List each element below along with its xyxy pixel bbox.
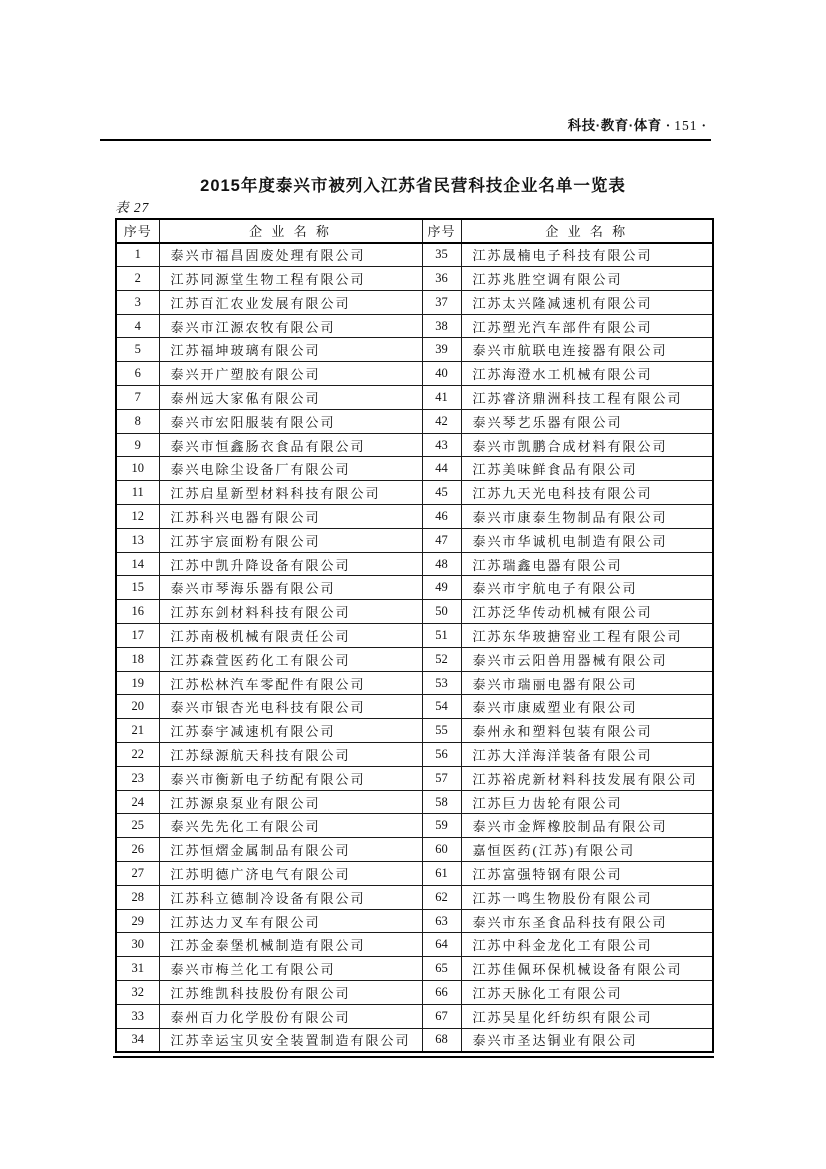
table-container bbox=[115, 218, 712, 1058]
row-index-right: 68 bbox=[422, 1028, 461, 1052]
row-index-left: 17 bbox=[116, 624, 159, 648]
row-index-left: 4 bbox=[116, 314, 159, 338]
page-title: 2015年度泰兴市被列入江苏省民营科技企业名单一览表 bbox=[200, 177, 626, 195]
row-index-left: 6 bbox=[116, 362, 159, 386]
company-name-right: 江苏富强特钢有限公司 bbox=[461, 862, 713, 886]
row-index-right: 38 bbox=[422, 314, 461, 338]
row-index-right: 35 bbox=[422, 243, 461, 267]
company-name-right: 江苏佳佩环保机械设备有限公司 bbox=[461, 957, 713, 981]
company-name-left: 泰州百力化学股份有限公司 bbox=[159, 1004, 422, 1028]
row-index-right: 47 bbox=[422, 528, 461, 552]
row-index-right: 55 bbox=[422, 719, 461, 743]
table-row bbox=[116, 362, 713, 386]
row-index-left: 30 bbox=[116, 933, 159, 957]
table-row bbox=[116, 766, 713, 790]
company-name-right: 嘉恒医药(江苏)有限公司 bbox=[461, 838, 713, 862]
company-name-left: 泰州远大家俬有限公司 bbox=[159, 386, 422, 410]
row-index-left: 32 bbox=[116, 981, 159, 1005]
row-index-left: 27 bbox=[116, 862, 159, 886]
table-row bbox=[116, 647, 713, 671]
company-name-left: 泰兴开广塑胶有限公司 bbox=[159, 362, 422, 386]
table-row bbox=[116, 528, 713, 552]
row-index-right: 46 bbox=[422, 505, 461, 529]
row-index-right: 52 bbox=[422, 647, 461, 671]
company-name-left: 泰兴电除尘设备厂有限公司 bbox=[159, 457, 422, 481]
company-name-right: 江苏天脉化工有限公司 bbox=[461, 981, 713, 1005]
table-header-row bbox=[116, 219, 713, 243]
company-name-right: 泰兴市圣达铜业有限公司 bbox=[461, 1028, 713, 1052]
row-index-right: 62 bbox=[422, 885, 461, 909]
row-index-left: 16 bbox=[116, 600, 159, 624]
row-index-left: 22 bbox=[116, 743, 159, 767]
row-index-left: 12 bbox=[116, 505, 159, 529]
company-name-left: 江苏幸运宝贝安全装置制造有限公司 bbox=[159, 1028, 422, 1052]
table-bottom-rule bbox=[113, 1056, 714, 1058]
row-index-right: 53 bbox=[422, 671, 461, 695]
table-row bbox=[116, 576, 713, 600]
row-index-right: 56 bbox=[422, 743, 461, 767]
row-index-right: 67 bbox=[422, 1004, 461, 1028]
company-name-left: 江苏维凯科技股份有限公司 bbox=[159, 981, 422, 1005]
row-index-left: 31 bbox=[116, 957, 159, 981]
table-row bbox=[116, 243, 713, 267]
table-row bbox=[116, 290, 713, 314]
company-table-body bbox=[116, 243, 713, 1052]
company-name-right: 江苏兆胜空调有限公司 bbox=[461, 267, 713, 291]
header-rule bbox=[100, 139, 711, 141]
table-row bbox=[116, 838, 713, 862]
company-name-right: 泰兴市瑞丽电器有限公司 bbox=[461, 671, 713, 695]
company-name-left: 泰兴市恒鑫肠衣食品有限公司 bbox=[159, 433, 422, 457]
company-name-left: 江苏松林汽车零配件有限公司 bbox=[159, 671, 422, 695]
company-name-left: 江苏东剑材料科技有限公司 bbox=[159, 600, 422, 624]
row-index-right: 40 bbox=[422, 362, 461, 386]
table-row bbox=[116, 814, 713, 838]
table-row bbox=[116, 409, 713, 433]
row-index-left: 10 bbox=[116, 457, 159, 481]
company-name-left: 江苏恒熠金属制品有限公司 bbox=[159, 838, 422, 862]
table-row bbox=[116, 790, 713, 814]
table-row bbox=[116, 481, 713, 505]
row-index-left: 18 bbox=[116, 647, 159, 671]
company-name-left: 泰兴市宏阳服装有限公司 bbox=[159, 409, 422, 433]
table-row bbox=[116, 457, 713, 481]
row-index-left: 9 bbox=[116, 433, 159, 457]
row-index-left: 1 bbox=[116, 243, 159, 267]
company-name-left: 江苏百汇农业发展有限公司 bbox=[159, 290, 422, 314]
company-name-right: 江苏裕虎新材料科技发展有限公司 bbox=[461, 766, 713, 790]
company-name-right: 江苏东华玻搪窑业工程有限公司 bbox=[461, 624, 713, 648]
company-name-right: 泰兴市康泰生物制品有限公司 bbox=[461, 505, 713, 529]
company-name-right: 江苏太兴隆减速机有限公司 bbox=[461, 290, 713, 314]
table-row bbox=[116, 433, 713, 457]
table-row bbox=[116, 933, 713, 957]
row-index-left: 8 bbox=[116, 409, 159, 433]
table-row bbox=[116, 743, 713, 767]
running-head-section: 科技·教育·体育 bbox=[567, 118, 662, 133]
company-column-header-left: 企 业 名 称 bbox=[159, 219, 422, 243]
company-name-right: 江苏瑞鑫电器有限公司 bbox=[461, 552, 713, 576]
company-name-right: 江苏九天光电科技有限公司 bbox=[461, 481, 713, 505]
row-index-left: 11 bbox=[116, 481, 159, 505]
company-name-left: 江苏源泉泵业有限公司 bbox=[159, 790, 422, 814]
row-index-right: 43 bbox=[422, 433, 461, 457]
row-index-left: 24 bbox=[116, 790, 159, 814]
row-index-left: 33 bbox=[116, 1004, 159, 1028]
company-name-right: 泰兴市康威塑业有限公司 bbox=[461, 695, 713, 719]
company-name-right: 江苏吴星化纤纺织有限公司 bbox=[461, 1004, 713, 1028]
row-index-right: 66 bbox=[422, 981, 461, 1005]
page-number: 151 bbox=[674, 118, 698, 133]
company-name-left: 江苏福坤玻璃有限公司 bbox=[159, 338, 422, 362]
row-index-left: 2 bbox=[116, 267, 159, 291]
row-index-left: 25 bbox=[116, 814, 159, 838]
table-row bbox=[116, 862, 713, 886]
company-name-right: 江苏巨力齿轮有限公司 bbox=[461, 790, 713, 814]
row-index-left: 28 bbox=[116, 885, 159, 909]
company-name-left: 泰兴先先化工有限公司 bbox=[159, 814, 422, 838]
running-head-dot-left: · bbox=[665, 118, 671, 133]
row-index-left: 20 bbox=[116, 695, 159, 719]
table-row bbox=[116, 338, 713, 362]
company-name-right: 江苏一鸣生物股份有限公司 bbox=[461, 885, 713, 909]
company-name-left: 泰兴市衡新电子纺配有限公司 bbox=[159, 766, 422, 790]
row-index-left: 21 bbox=[116, 719, 159, 743]
company-name-left: 泰兴市琴海乐器有限公司 bbox=[159, 576, 422, 600]
company-name-right: 江苏海澄水工机械有限公司 bbox=[461, 362, 713, 386]
company-name-left: 江苏启星新型材料科技有限公司 bbox=[159, 481, 422, 505]
company-name-right: 泰兴市金辉橡胶制品有限公司 bbox=[461, 814, 713, 838]
company-name-left: 江苏南极机械有限责任公司 bbox=[159, 624, 422, 648]
company-name-left: 泰兴市银杏光电科技有限公司 bbox=[159, 695, 422, 719]
company-name-left: 江苏同源堂生物工程有限公司 bbox=[159, 267, 422, 291]
row-index-left: 7 bbox=[116, 386, 159, 410]
company-name-right: 泰兴琴艺乐器有限公司 bbox=[461, 409, 713, 433]
table-number-label: 表 27 bbox=[115, 200, 150, 215]
company-name-right: 江苏大洋海洋装备有限公司 bbox=[461, 743, 713, 767]
row-index-left: 23 bbox=[116, 766, 159, 790]
row-index-left: 34 bbox=[116, 1028, 159, 1052]
row-index-right: 54 bbox=[422, 695, 461, 719]
table-row bbox=[116, 671, 713, 695]
table-row bbox=[116, 505, 713, 529]
company-name-left: 江苏达力叉车有限公司 bbox=[159, 909, 422, 933]
row-index-right: 36 bbox=[422, 267, 461, 291]
company-name-left: 江苏科立德制冷设备有限公司 bbox=[159, 885, 422, 909]
company-name-left: 江苏中凯升降设备有限公司 bbox=[159, 552, 422, 576]
company-name-right: 江苏睿济鼎洲科技工程有限公司 bbox=[461, 386, 713, 410]
company-name-right: 泰兴市航联电连接器有限公司 bbox=[461, 338, 713, 362]
running-head-dot-right: · bbox=[701, 118, 706, 133]
table-row bbox=[116, 386, 713, 410]
row-index-right: 49 bbox=[422, 576, 461, 600]
row-index-right: 65 bbox=[422, 957, 461, 981]
company-name-right: 泰兴市宇航电子有限公司 bbox=[461, 576, 713, 600]
row-index-right: 58 bbox=[422, 790, 461, 814]
row-index-right: 41 bbox=[422, 386, 461, 410]
row-index-right: 42 bbox=[422, 409, 461, 433]
company-name-right: 泰兴市华诚机电制造有限公司 bbox=[461, 528, 713, 552]
table-row bbox=[116, 981, 713, 1005]
table-row bbox=[116, 885, 713, 909]
row-index-right: 37 bbox=[422, 290, 461, 314]
company-table bbox=[115, 218, 714, 1053]
table-row bbox=[116, 1028, 713, 1052]
company-name-right: 泰州永和塑料包装有限公司 bbox=[461, 719, 713, 743]
company-name-right: 江苏中科金龙化工有限公司 bbox=[461, 933, 713, 957]
row-index-right: 59 bbox=[422, 814, 461, 838]
table-row bbox=[116, 624, 713, 648]
row-index-right: 60 bbox=[422, 838, 461, 862]
table-row bbox=[116, 314, 713, 338]
company-name-left: 泰兴市江源农牧有限公司 bbox=[159, 314, 422, 338]
company-name-right: 泰兴市东圣食品科技有限公司 bbox=[461, 909, 713, 933]
row-index-left: 29 bbox=[116, 909, 159, 933]
row-index-right: 48 bbox=[422, 552, 461, 576]
row-index-left: 3 bbox=[116, 290, 159, 314]
company-name-left: 泰兴市福昌固废处理有限公司 bbox=[159, 243, 422, 267]
row-index-left: 14 bbox=[116, 552, 159, 576]
company-name-right: 泰兴市云阳兽用器械有限公司 bbox=[461, 647, 713, 671]
row-index-left: 26 bbox=[116, 838, 159, 862]
company-name-left: 江苏金泰堡机械制造有限公司 bbox=[159, 933, 422, 957]
company-name-left: 江苏科兴电器有限公司 bbox=[159, 505, 422, 529]
row-index-left: 19 bbox=[116, 671, 159, 695]
company-name-left: 江苏泰宇减速机有限公司 bbox=[159, 719, 422, 743]
row-index-left: 13 bbox=[116, 528, 159, 552]
index-column-header-left: 序号 bbox=[116, 219, 159, 243]
row-index-right: 45 bbox=[422, 481, 461, 505]
company-column-header-right: 企 业 名 称 bbox=[461, 219, 713, 243]
row-index-right: 57 bbox=[422, 766, 461, 790]
company-name-left: 江苏明德广济电气有限公司 bbox=[159, 862, 422, 886]
row-index-right: 61 bbox=[422, 862, 461, 886]
table-row bbox=[116, 719, 713, 743]
table-row bbox=[116, 957, 713, 981]
company-name-right: 江苏塑光汽车部件有限公司 bbox=[461, 314, 713, 338]
row-index-right: 39 bbox=[422, 338, 461, 362]
running-head bbox=[568, 114, 710, 134]
row-index-left: 5 bbox=[116, 338, 159, 362]
company-name-left: 江苏宇宸面粉有限公司 bbox=[159, 528, 422, 552]
row-index-right: 64 bbox=[422, 933, 461, 957]
row-index-left: 15 bbox=[116, 576, 159, 600]
company-name-right: 江苏美味鲜食品有限公司 bbox=[461, 457, 713, 481]
company-name-right: 泰兴市凯鹏合成材料有限公司 bbox=[461, 433, 713, 457]
row-index-right: 63 bbox=[422, 909, 461, 933]
company-name-left: 江苏森萱医药化工有限公司 bbox=[159, 647, 422, 671]
row-index-right: 44 bbox=[422, 457, 461, 481]
table-row bbox=[116, 600, 713, 624]
table-row bbox=[116, 909, 713, 933]
row-index-right: 51 bbox=[422, 624, 461, 648]
table-row bbox=[116, 1004, 713, 1028]
company-name-right: 江苏泛华传动机械有限公司 bbox=[461, 600, 713, 624]
table-row bbox=[116, 695, 713, 719]
table-row bbox=[116, 552, 713, 576]
company-name-left: 泰兴市梅兰化工有限公司 bbox=[159, 957, 422, 981]
company-name-left: 江苏绿源航天科技有限公司 bbox=[159, 743, 422, 767]
company-name-right: 江苏晟楠电子科技有限公司 bbox=[461, 243, 713, 267]
row-index-right: 50 bbox=[422, 600, 461, 624]
index-column-header-right: 序号 bbox=[422, 219, 461, 243]
table-row bbox=[116, 267, 713, 291]
